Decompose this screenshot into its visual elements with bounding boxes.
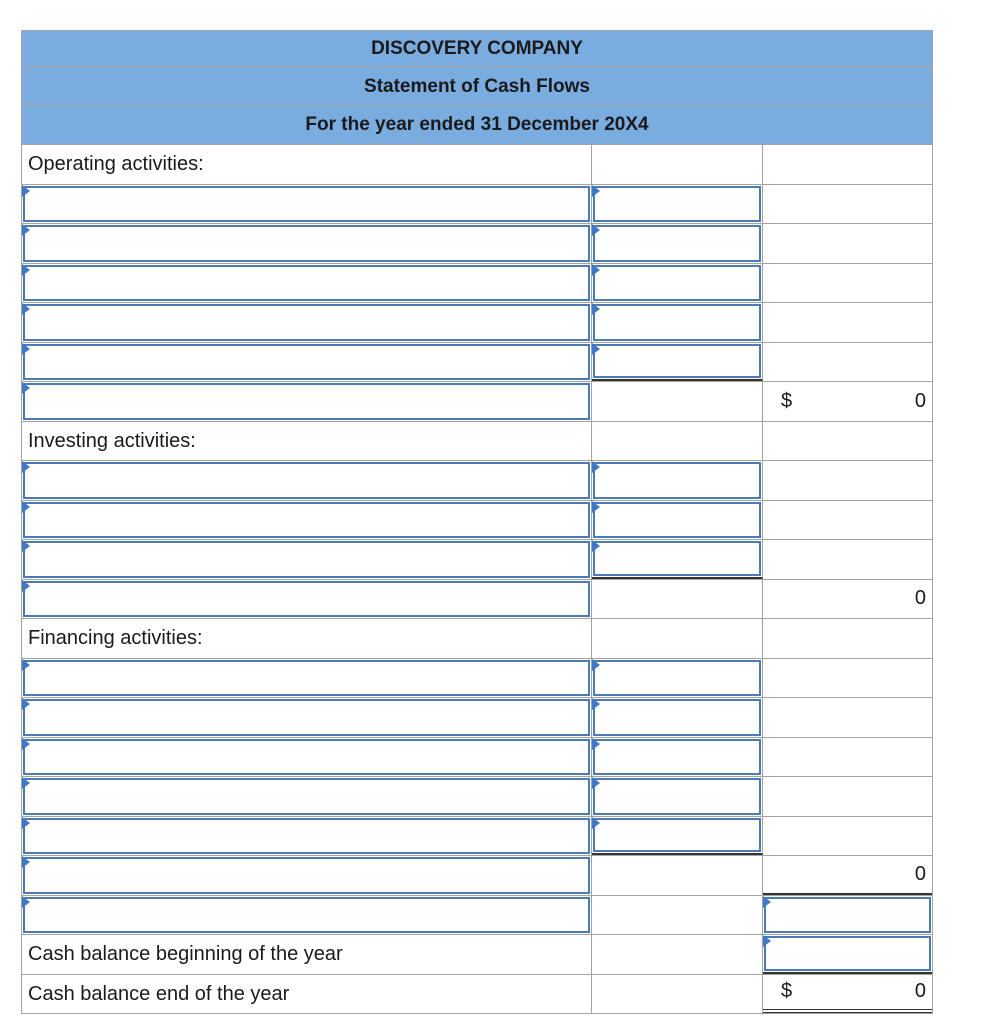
- dropdown-marker-icon[interactable]: [22, 461, 30, 473]
- financing-amount-input-1[interactable]: [593, 660, 761, 697]
- operating-total-desc-input[interactable]: [23, 383, 590, 420]
- investing-label: Investing activities:: [28, 429, 196, 452]
- dropdown-marker-icon[interactable]: [22, 856, 30, 868]
- dropdown-marker-icon[interactable]: [763, 896, 771, 908]
- financing-amount-input-2[interactable]: [593, 699, 761, 736]
- financing-row-5: [21, 817, 933, 857]
- operating-row-4: [21, 303, 933, 343]
- operating-desc-input-5[interactable]: [23, 344, 590, 381]
- dropdown-marker-icon[interactable]: [22, 540, 30, 552]
- dropdown-marker-icon[interactable]: [22, 224, 30, 236]
- investing-amount-input-3[interactable]: [593, 541, 761, 576]
- financing-row-4: [21, 777, 933, 817]
- dropdown-marker-icon[interactable]: [22, 777, 30, 789]
- financing-desc-input-4[interactable]: [23, 778, 590, 815]
- dropdown-marker-icon[interactable]: [22, 896, 30, 908]
- operating-desc-input-2[interactable]: [23, 225, 590, 262]
- financing-row-3: [21, 738, 933, 778]
- dropdown-marker-icon[interactable]: [22, 698, 30, 710]
- dropdown-marker-icon[interactable]: [592, 303, 600, 315]
- investing-amount-input-2[interactable]: [593, 502, 761, 539]
- investing-row-2: [21, 501, 933, 541]
- operating-row-1: [21, 185, 933, 225]
- investing-header-row: [21, 422, 933, 462]
- operating-amount-input-1[interactable]: [593, 186, 761, 223]
- statement-period: For the year ended 31 December 20X4: [21, 105, 933, 145]
- cash-flow-statement: [21, 30, 933, 1014]
- investing-total-value: 0: [914, 587, 926, 610]
- financing-total-row: [21, 856, 933, 896]
- statement-title: Statement of Cash Flows: [21, 67, 933, 105]
- dropdown-marker-icon[interactable]: [592, 461, 600, 473]
- dropdown-marker-icon[interactable]: [22, 185, 30, 197]
- end-balance-value: 0: [914, 980, 926, 1003]
- net-change-desc-input[interactable]: [23, 897, 590, 934]
- dropdown-marker-icon[interactable]: [22, 817, 30, 829]
- financing-total-value: 0: [914, 862, 926, 885]
- financing-amount-input-5[interactable]: [593, 818, 761, 853]
- operating-desc-input-1[interactable]: [23, 186, 590, 223]
- operating-desc-input-3[interactable]: [23, 265, 590, 302]
- operating-total-value: 0: [914, 389, 926, 412]
- dropdown-marker-icon[interactable]: [22, 264, 30, 276]
- operating-row-2: [21, 224, 933, 264]
- dropdown-marker-icon[interactable]: [592, 540, 600, 552]
- net-change-amount-input[interactable]: [764, 897, 931, 934]
- investing-row-3: [21, 540, 933, 580]
- financing-label: Financing activities:: [28, 627, 203, 649]
- investing-desc-input-3[interactable]: [23, 541, 590, 578]
- dropdown-marker-icon[interactable]: [22, 382, 30, 394]
- financing-amount-input-3[interactable]: [593, 739, 761, 776]
- financing-desc-input-1[interactable]: [23, 660, 590, 697]
- dropdown-marker-icon[interactable]: [22, 659, 30, 671]
- investing-amount-input-1[interactable]: [593, 462, 761, 499]
- financing-desc-input-2[interactable]: [23, 699, 590, 736]
- dropdown-marker-icon[interactable]: [592, 777, 600, 789]
- dropdown-marker-icon[interactable]: [763, 935, 771, 947]
- financing-header-row: [21, 619, 933, 659]
- financing-amount-input-4[interactable]: [593, 778, 761, 815]
- currency-symbol: $: [781, 389, 793, 412]
- dropdown-marker-icon[interactable]: [592, 698, 600, 710]
- dropdown-marker-icon[interactable]: [22, 738, 30, 750]
- financing-desc-input-3[interactable]: [23, 739, 590, 776]
- dropdown-marker-icon[interactable]: [592, 343, 600, 355]
- end-balance-row: [21, 975, 933, 1015]
- company-name: DISCOVERY COMPANY: [21, 30, 933, 67]
- financing-row-2: [21, 698, 933, 738]
- beginning-balance-row: [21, 935, 933, 975]
- financing-total-desc-input[interactable]: [23, 857, 590, 894]
- dropdown-marker-icon[interactable]: [22, 303, 30, 315]
- operating-row-3: [21, 264, 933, 304]
- operating-amount-input-2[interactable]: [593, 225, 761, 262]
- currency-symbol: $: [781, 980, 793, 1003]
- investing-desc-input-1[interactable]: [23, 462, 590, 499]
- dropdown-marker-icon[interactable]: [592, 264, 600, 276]
- dropdown-marker-icon[interactable]: [22, 580, 30, 592]
- dropdown-marker-icon[interactable]: [592, 185, 600, 197]
- dropdown-marker-icon[interactable]: [592, 738, 600, 750]
- investing-total-desc-input[interactable]: [23, 581, 590, 618]
- operating-desc-input-4[interactable]: [23, 304, 590, 341]
- beginning-balance-input[interactable]: [764, 936, 931, 971]
- financing-desc-input-5[interactable]: [23, 818, 590, 855]
- operating-header-row: [21, 145, 933, 185]
- operating-amount-input-3[interactable]: [593, 265, 761, 302]
- operating-label: Operating activities:: [28, 153, 204, 175]
- operating-amount-input-5[interactable]: [593, 344, 761, 379]
- operating-row-5: [21, 343, 933, 383]
- dropdown-marker-icon[interactable]: [592, 224, 600, 236]
- dropdown-marker-icon[interactable]: [22, 501, 30, 513]
- financing-row-1: [21, 659, 933, 699]
- dropdown-marker-icon[interactable]: [592, 817, 600, 829]
- operating-total-row: [21, 382, 933, 422]
- end-balance-label: Cash balance end of the year: [28, 982, 290, 1005]
- dropdown-marker-icon[interactable]: [22, 343, 30, 355]
- operating-amount-input-4[interactable]: [593, 304, 761, 341]
- beginning-balance-label: Cash balance beginning of the year: [28, 943, 343, 965]
- investing-row-1: [21, 461, 933, 501]
- investing-total-row: [21, 580, 933, 620]
- dropdown-marker-icon[interactable]: [592, 659, 600, 671]
- dropdown-marker-icon[interactable]: [592, 501, 600, 513]
- net-change-row: [21, 896, 933, 936]
- investing-desc-input-2[interactable]: [23, 502, 590, 539]
